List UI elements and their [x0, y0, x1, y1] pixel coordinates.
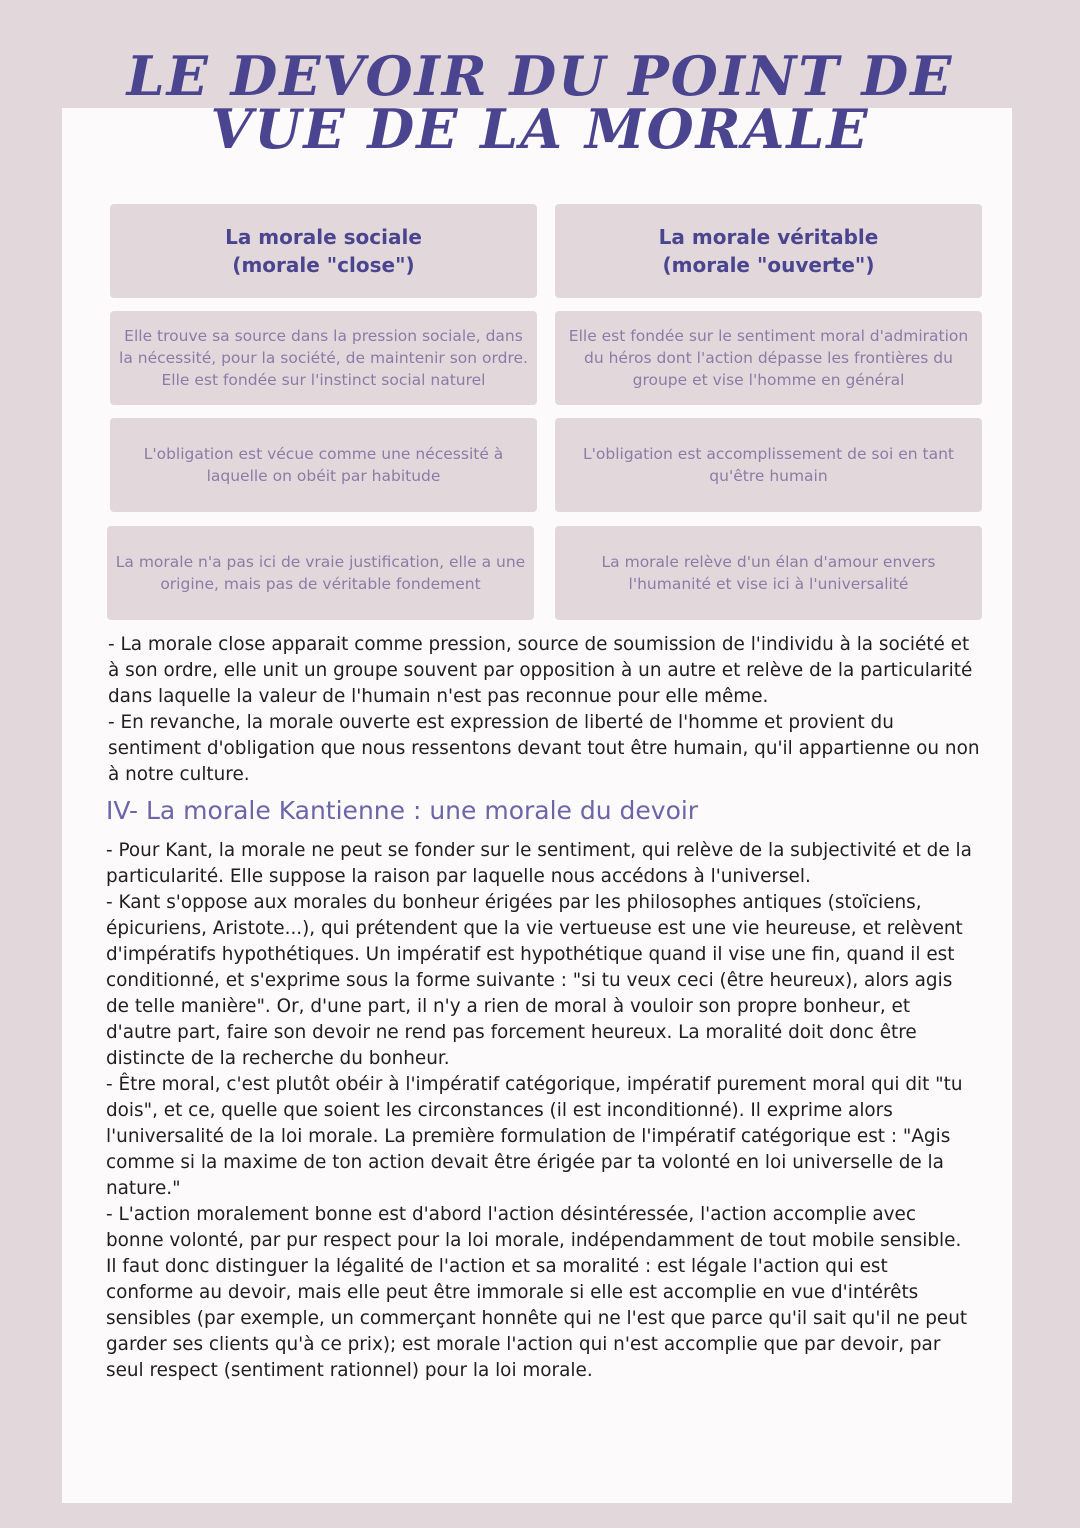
table-header-morale-sociale: La morale sociale (morale "close") — [110, 204, 537, 298]
section-heading: IV- La morale Kantienne : une morale du devoir — [106, 796, 699, 825]
summary-block — [108, 632, 980, 788]
table-cell-sociale-source: Elle trouve sa source dans la pression sociale, dans la nécessité, pour la société, de maintenir son ordre. Elle est fondée sur l'instinct social naturel — [110, 311, 537, 405]
kant-paragraph: - Être moral, c'est plutôt obéir à l'impératif catégorique, impératif purement moral qui dit "tu dois", et ce, quelle que soient les circonstances (il est inconditionné). Il exprime alors l'universalité de la loi morale. La première formulation de l'impératif catégorique est : "Agis comme si la maxime de ton action devait être érigée par ta volonté en loi universelle de la nature." — [106, 1074, 963, 1199]
title-line-1: LE DEVOIR DU POINT DE — [126, 44, 954, 108]
kant-paragraph: - Kant s'oppose aux morales du bonheur érigées par les philosophes antiques (stoïciens, épicuriens, Aristote...), qui prétendent que la vie vertueuse est une vie heureuse, et relèvent d'impératifs hypothétiques. Un impératif est hypothétique quand il vise une fin, quand il est conditionné, et s'exprime sous la forme suivante : "si tu veux ceci (être heureux), alors agis de telle manière". Or, d'une part, il n'y a rien de moral à vouloir son propre bonheur, et d'autre part, faire son devoir ne rend pas forcement heureux. La moralité doit donc être distincte de la recherche du bonheur. — [106, 892, 963, 1069]
table-cell-sociale-fondement: La morale n'a pas ici de vraie justification, elle a une origine, mais pas de véritable fondement — [107, 526, 534, 620]
kant-paragraph: - Pour Kant, la morale ne peut se fonder sur le sentiment, qui relève de la subjectivité et de la particularité. Elle suppose la raison par laquelle nous accédons à l'universel. — [106, 840, 972, 887]
table-header-morale-veritable: La morale véritable (morale "ouverte") — [555, 204, 982, 298]
summary-paragraph: - En revanche, la morale ouverte est expression de liberté de l'homme et provient du sentiment d'obligation que nous ressentons devant tout être humain, qu'il appartienne ou non à notre culture. — [108, 712, 980, 785]
kant-paragraph: - L'action moralement bonne est d'abord l'action désintéressée, l'action accomplie avec bonne volonté, par pur respect pour la loi morale, indépendamment de tout mobile sensible. Il faut donc distinguer la légalité de l'action et sa moralité : est légale l'action qui est conforme au devoir, mais elle peut être immorale si elle est accomplie en vue d'intérêts sensibles (par exemple, un commerçant honnête qui ne l'est que parce qu'il sait qu'il ne peut garder ses clients qu'à ce prix); est morale l'action qui n'est accomplie que par devoir, par seul respect (sentiment rationnel) pour la loi morale. — [106, 1204, 968, 1381]
title-line-2: VUE DE LA MORALE — [210, 97, 870, 161]
kant-block — [106, 838, 976, 1384]
page-title — [0, 44, 1080, 161]
table-cell-veritable-source: Elle est fondée sur le sentiment moral d'admiration du héros dont l'action dépasse les frontières du groupe et vise l'homme en général — [555, 311, 982, 405]
table-cell-veritable-fondement: La morale relève d'un élan d'amour envers l'humanité et vise ici à l'universalité — [555, 526, 982, 620]
table-cell-veritable-obligation: L'obligation est accomplissement de soi en tant qu'être humain — [555, 418, 982, 512]
table-cell-sociale-obligation: L'obligation est vécue comme une nécessité à laquelle on obéit par habitude — [110, 418, 537, 512]
summary-paragraph: - La morale close apparait comme pression, source de soumission de l'individu à la société et à son ordre, elle unit un groupe souvent par opposition à un autre et relève de la particularité dans laquelle la valeur de l'humain n'est pas reconnue pour elle même. — [108, 634, 973, 707]
